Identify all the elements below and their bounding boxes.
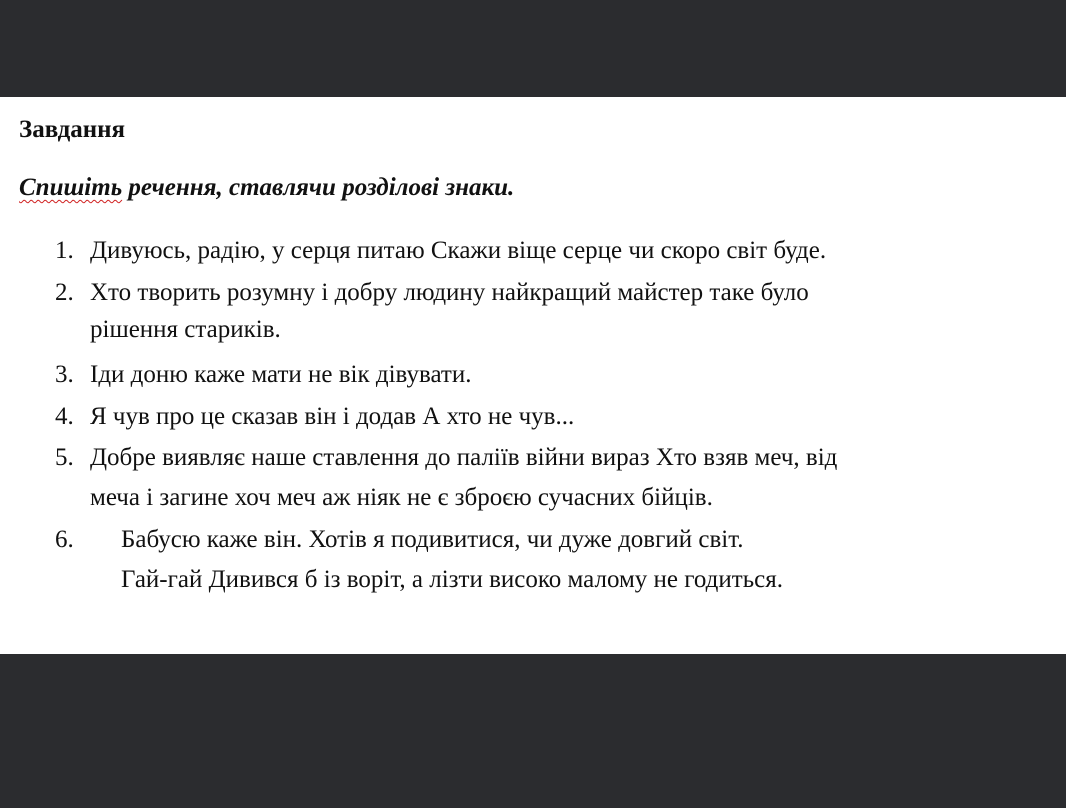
item-line: Добре виявляє наше ставлення до паліїв війни вираз Хто взяв меч, від <box>90 444 838 471</box>
spellcheck-word: Спишіть <box>19 174 123 201</box>
item-line: меча і загине хоч меч аж ніяк не є зброєю сучасних бійців. <box>90 484 713 511</box>
task-instruction <box>19 173 514 203</box>
document-title: Завдання <box>19 116 126 143</box>
item-number: 5. <box>55 444 74 471</box>
instruction-text: речення, ставлячи розділові знаки. <box>122 174 515 201</box>
item-line: Іди доню каже мати не вік дівувати. <box>90 361 472 388</box>
item-line: Хто творить розумну і добру людину найкращий майстер таке було <box>90 279 809 306</box>
item-number: 4. <box>55 403 74 430</box>
item-line: Я чув про це сказав він і додав А хто не чув... <box>90 403 575 430</box>
item-number: 2. <box>55 279 74 306</box>
item-line: Дивуюсь, радію, у серця питаю Скажи віще серце чи скоро світ буде. <box>90 237 827 264</box>
item-line: Гай-гай Дивився б із воріт, а лізти високо малому не годиться. <box>121 566 783 593</box>
item-line: Бабусю каже він. Хотів я подивитися, чи дуже довгий світ. <box>121 526 744 553</box>
document-page <box>0 97 1066 654</box>
item-line: рішення стариків. <box>90 316 281 343</box>
item-number: 3. <box>55 361 74 388</box>
item-number: 6. <box>55 526 74 553</box>
bottom-dark-border <box>0 654 1066 808</box>
item-number: 1. <box>55 237 74 264</box>
top-dark-border <box>0 0 1066 97</box>
